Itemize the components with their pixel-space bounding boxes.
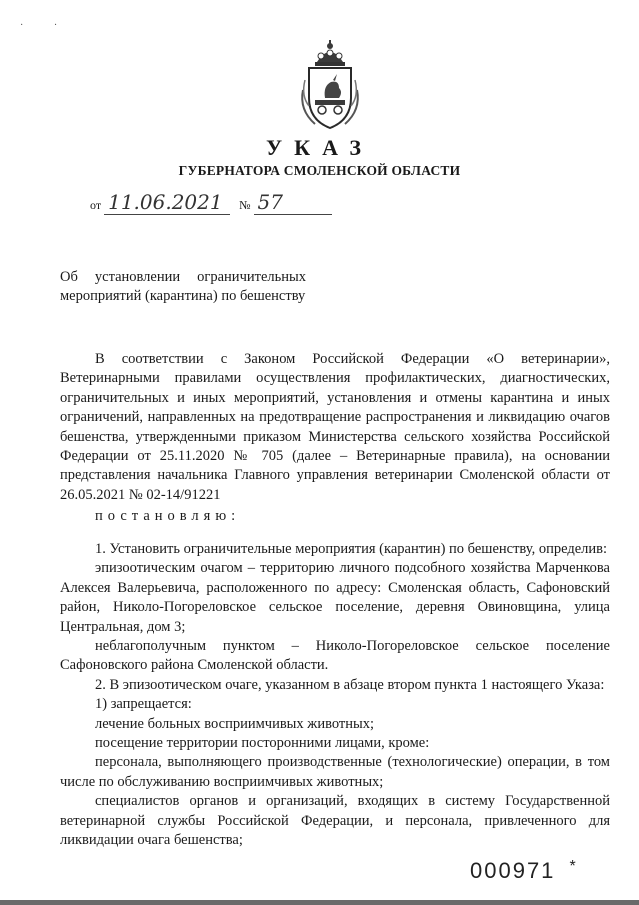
serial-value: 000971 xyxy=(470,858,556,883)
scan-marks: · · xyxy=(20,20,72,31)
number-value: 57 xyxy=(257,190,283,214)
document-title: УКАЗ xyxy=(265,135,374,160)
preamble-paragraph: В соответствии с Законом Российской Федерации «О ветеринарии», Ветеринарными правилами осуществления профилактических, диагностических, ограничительных и иных мероприятий, установления и отмены карантина и иных ограничений, направленных на предотвращение распространения и ликвидацию очагов бешенства, утвержденными приказом Министерства сельского хозяйства Российской Федерации от 25.11.2020 № 705 (далее – Ветеринарные правила), на основании представления начальника Главного управления ветеринарии Смоленской области от 26.05.2021 № 02-14/91221 xyxy=(60,351,610,503)
number-field xyxy=(254,190,332,215)
serial-number xyxy=(470,858,578,884)
preamble-block xyxy=(60,350,610,505)
smolensk-coat-of-arms-icon xyxy=(295,40,365,130)
number-prefix: № xyxy=(239,198,251,212)
serial-mark: * xyxy=(569,858,578,875)
document-subtitle: ГУБЕРНАТОРА СМОЛЕНСКОЙ ОБЛАСТИ xyxy=(178,163,461,178)
paragraph-3: неблагополучным пунктом – Николо-Погореловское сельское поселение Сафоновского района Смоленской области. xyxy=(60,638,610,674)
paragraph-2: эпизоотическим очагом – территорию личного подсобного хозяйства Марченкова Алексея Валерьевича, расположенного по адресу: Смоленская область, Сафоновский район, Николо-Погореловское сельское поселение, деревня Овиновщина, улица Центральная, дом 3; xyxy=(60,560,610,635)
paragraph-7: посещение территории посторонними лицами, кроме: xyxy=(95,735,430,752)
paragraph-4: 2. В эпизоотическом очаге, указанном в абзаце втором пункта 1 настоящего Указа: xyxy=(95,676,605,693)
paragraph-1: 1. Установить ограничительные мероприятия (карантин) по бешенству, определив: xyxy=(95,541,608,557)
scan-bottom-edge xyxy=(0,900,639,905)
paragraph-6: лечение больных восприимчивых животных; xyxy=(95,715,374,732)
paragraph-5: 1) запрещается: xyxy=(95,696,192,713)
date-prefix: от xyxy=(90,198,102,212)
date-number-line xyxy=(90,190,332,215)
resolve-word: постановляю: xyxy=(95,508,241,524)
date-field xyxy=(104,190,230,215)
paragraph-9: специалистов органов и организаций, входящих в систему Государственной ветеринарной службы Российской Федерации, и персонала, привлеченного для ликвидации очага бешенства; xyxy=(60,793,610,849)
paragraph-8: персонала, выполняющего производственные (технологические) операции, в том числе по обслуживанию восприимчивых животных; xyxy=(60,754,610,790)
date-value: 11.06.2021 xyxy=(108,190,223,214)
document-subject: Об установлении ограничительных мероприятий (карантина) по бешенству xyxy=(60,269,306,304)
decree-body xyxy=(60,540,610,851)
